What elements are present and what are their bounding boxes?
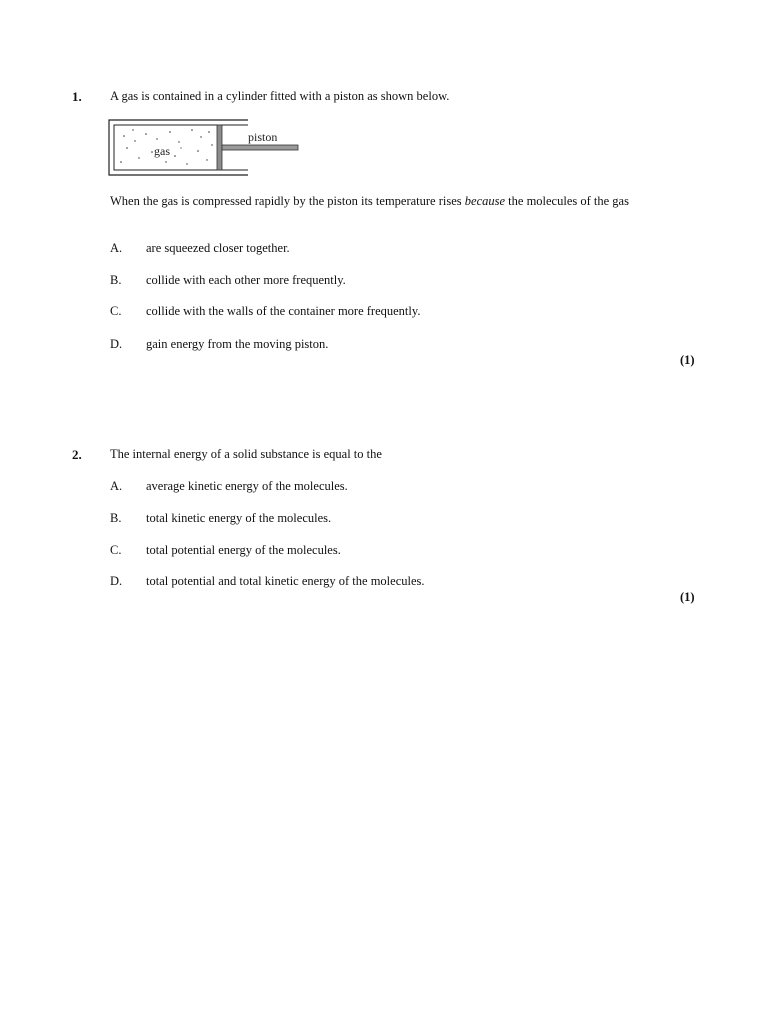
question-2-stem: The internal energy of a solid substance is equal to the	[110, 447, 382, 461]
question-1-stem-after: the molecules of the gas	[505, 194, 629, 208]
question-2-number: 2.	[72, 447, 82, 462]
option-text: collide with each other more frequently.	[146, 273, 346, 287]
option-text: gain energy from the moving piston.	[146, 337, 329, 351]
question-1-number: 1.	[72, 89, 82, 104]
question-1-marks: (1)	[680, 353, 695, 367]
option-letter: D.	[110, 574, 123, 588]
option-letter: A.	[110, 241, 123, 255]
option-text: total kinetic energy of the molecules.	[146, 511, 332, 525]
option-letter: D.	[110, 337, 123, 351]
piston-rod	[222, 145, 298, 150]
option-letter: B.	[110, 511, 122, 525]
option-text: total potential and total kinetic energy of the molecules.	[146, 574, 425, 588]
option-letter: A.	[110, 479, 123, 493]
question-1-stem-emphasis: because	[464, 194, 506, 208]
option-letter: B.	[110, 273, 122, 287]
option-text: total potential energy of the molecules.	[146, 543, 341, 557]
option-letter: C.	[110, 543, 122, 557]
option-text: average kinetic energy of the molecules.	[146, 479, 348, 493]
question-2-marks: (1)	[680, 590, 695, 604]
piston-head	[217, 125, 222, 170]
piston-cylinder-diagram	[108, 118, 304, 178]
option-text: collide with the walls of the container more frequently.	[146, 304, 421, 318]
piston-label: piston	[248, 130, 278, 144]
question-1-intro: A gas is contained in a cylinder fitted with a piston as shown below.	[110, 89, 450, 103]
question-1-stem	[110, 193, 670, 209]
option-text: are squeezed closer together.	[146, 241, 290, 255]
gas-label: gas	[154, 144, 170, 158]
question-1-stem-before: When the gas is compressed rapidly by the piston its temperature rises	[110, 194, 465, 208]
option-letter: C.	[110, 304, 122, 318]
